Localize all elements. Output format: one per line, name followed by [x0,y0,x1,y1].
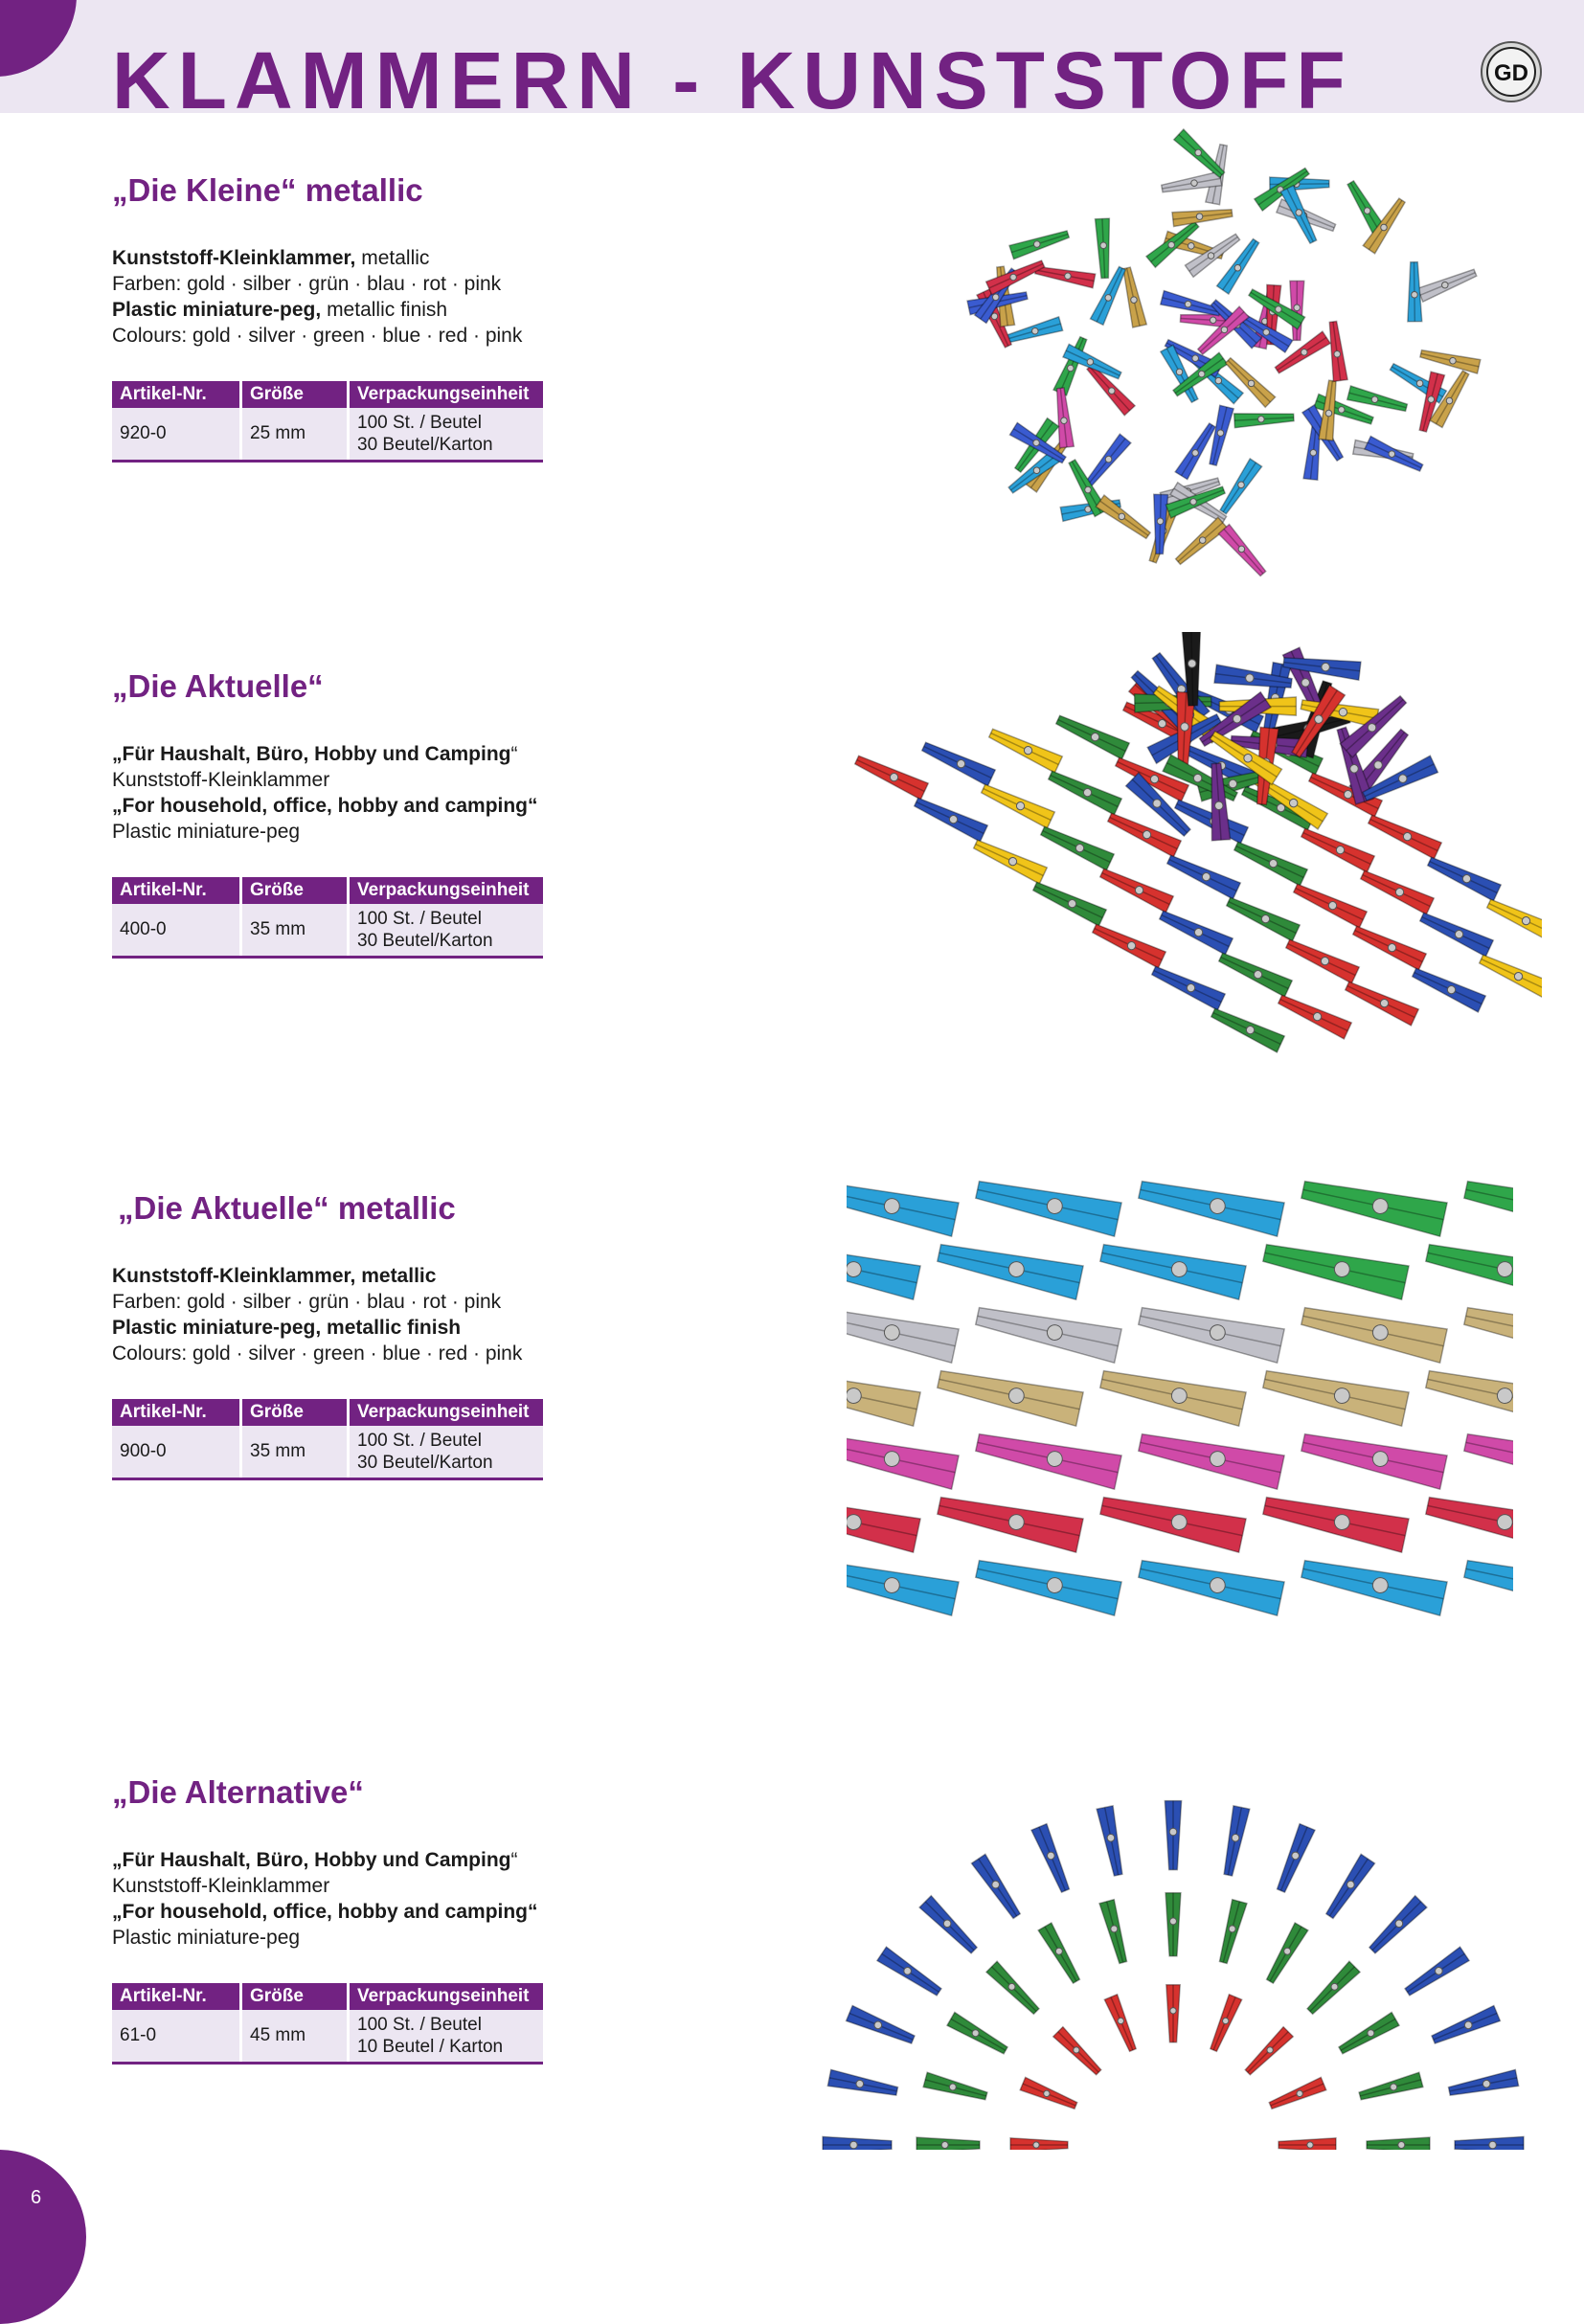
clothespin-shape [986,1961,1042,2017]
clothespin-shape [1430,2005,1500,2047]
header-size: Größe [241,381,349,408]
clothespin-shape [1096,218,1113,279]
clothespin-shape [1233,838,1308,886]
clothespin-shape [1172,206,1233,226]
clothespin-shape [1367,1896,1427,1956]
product-description: „Für Haushalt, Büro, Hobby und Camping“ Kunststoff-Kleinklammer „For household, office, hobby and camping“ Plastic miniature-peg [112,1847,648,1951]
clothespin-shape [1455,2136,1524,2150]
page-title: KLAMMERN - KUNSTSTOFF [112,40,1353,121]
clothespin-shape [1150,962,1226,1010]
clothespin-shape [1326,321,1348,381]
clothespin-shape [1344,978,1419,1026]
clothespin-shape [1292,880,1368,928]
clothespin-shape [986,258,1047,295]
clothespin-shape [1323,1854,1374,1920]
clothespin-shape [1097,1806,1126,1877]
clothespin-shape [1367,811,1442,859]
clothespin-shape [1216,1900,1247,1965]
header-size: Größe [241,1399,349,1426]
section-title: „Die Kleine“ metallic [112,172,648,209]
clothespin-shape [919,1896,980,1956]
clothespin-shape [1158,907,1233,955]
clothespin-shape [1091,265,1129,325]
clothespin-shape [1173,517,1228,567]
clothespin-shape [1104,1995,1139,2053]
size-value: 35 mm [241,1426,349,1479]
article-number: 920-0 [112,408,241,462]
product-section-920 [112,172,648,463]
clothespin-shape [1054,711,1130,759]
header-article: Artikel-Nr. [112,877,241,904]
clothespin-shape [1218,525,1268,578]
clothespin-shape [1220,1806,1250,1877]
clothespin-shape [1418,909,1494,957]
clothespin-shape [1053,388,1074,448]
spec-table [112,381,543,463]
clothespins-fan-arrangement-image [819,1767,1527,2150]
colored-clothespins-rows-image [833,632,1542,1072]
page-number: 6 [31,2187,41,2209]
clothespin-shape [1038,1923,1083,1985]
clothespin-shape [1098,865,1174,913]
packaging-unit: 100 St. / Beutel 30 Beutel/Karton [349,408,544,462]
header-packaging: Verpackungseinheit [349,1399,544,1426]
clothespin-shape [1217,459,1262,516]
clothespin-shape [853,752,929,800]
metallic-mini-clothespins-image [929,120,1513,589]
clothespin-shape [1403,1947,1469,1998]
clothespin-shape [1225,893,1301,941]
clothespin-shape [1091,920,1166,968]
clothespin-shape [1165,1801,1181,1870]
clothespin-shape [1426,853,1502,901]
gd-logo [1480,40,1543,103]
clothespin-shape [987,725,1063,773]
clothespin-shape [1448,2069,1519,2099]
size-value: 25 mm [241,408,349,462]
spec-table [112,1983,543,2065]
clothespin-shape [1358,2072,1423,2103]
header-size: Größe [241,877,349,904]
product-section-400 [112,668,648,959]
clothespin-shape [1047,767,1122,815]
svg-text:GD: GD [1494,60,1528,86]
clothespin-shape [1031,878,1107,926]
clothespin-shape [947,2012,1009,2057]
clothespin-shape [1039,823,1115,870]
clothespin-shape [1217,949,1293,997]
header-article: Artikel-Nr. [112,1399,241,1426]
metallic-clothespins-grid-image [847,1176,1513,1618]
article-number: 900-0 [112,1426,241,1479]
clothespin-shape [1411,964,1486,1012]
clothespin-shape [1417,266,1478,302]
clothespin-shape [1165,1893,1181,1956]
header-article: Artikel-Nr. [112,381,241,408]
clothespin-shape [1279,2138,1336,2150]
clothespin-shape [823,2136,892,2150]
clothespin-shape [913,794,988,842]
header-packaging: Verpackungseinheit [349,1983,544,2010]
packaging-unit: 100 St. / Beutel 30 Beutel/Karton [349,904,544,958]
clothespin-shape [1300,824,1375,872]
section-title: „Die Aktuelle“ metallic [118,1190,648,1227]
clothespin-shape [1207,1995,1241,2053]
product-description: Kunststoff-Kleinklammer, metallic Farben: gold · silber · grün · blau · rot · pink Plastic miniature-peg, metallic finish Colours: gold · silver · green · blue · red · pink [112,245,648,349]
product-description: Kunststoff-Kleinklammer, metallic Farben: gold · silber · grün · blau · rot · pink Plastic miniature-peg, metallic finish Colours: gold · silver · green · blue · red · pink [112,1263,648,1366]
clothespin-shape [1359,867,1435,914]
clothespin-shape [1053,2027,1104,2078]
product-description: „Für Haushalt, Büro, Hobby und Camping“ Kunststoff-Kleinklammer „For household, office, hobby and camping“ Plastic miniature-peg [112,741,648,845]
clothespin-shape [972,836,1048,884]
clothespin-shape [1351,922,1427,970]
clothespin-shape [1009,227,1071,259]
clothespin-shape [1020,2077,1078,2111]
clothespin-shape [827,2069,898,2099]
clothespin-shape [1082,434,1131,489]
clothespin-shape [923,2072,988,2103]
clothespin-shape [971,1854,1023,1920]
section-title: „Die Alternative“ [112,1774,648,1811]
clothespin-shape [1277,991,1352,1039]
clothespin-shape [916,2137,980,2150]
clothespin-shape [1274,1824,1316,1894]
clothespin-shape [920,738,996,786]
size-value: 45 mm [241,2010,349,2064]
spec-table [112,1399,543,1480]
packaging-unit: 100 St. / Beutel 10 Beutel / Karton [349,2010,544,2064]
article-number: 400-0 [112,904,241,958]
clothespin-shape [1166,1985,1180,2042]
product-section-900 [112,1190,648,1480]
header-packaging: Verpackungseinheit [349,381,544,408]
packaging-unit: 100 St. / Beutel 30 Beutel/Karton [349,1426,544,1479]
header-article: Artikel-Nr. [112,1983,241,2010]
clothespin-shape [877,1947,943,1998]
clothespin-shape [1284,936,1360,983]
clothespin-shape [1304,1961,1360,2017]
clothespin-shape [1367,2137,1430,2150]
header-size: Größe [241,1983,349,2010]
size-value: 35 mm [241,904,349,958]
corner-decoration-bottom [0,2150,86,2324]
clothespin-shape [1243,2027,1294,2078]
clothespin-shape [1234,410,1295,427]
clothespin-shape [1419,347,1481,373]
clothespin-shape [1268,2077,1326,2111]
clothespin-shape [1099,1900,1130,1965]
spec-table [112,877,543,959]
clothespin-shape [1263,1923,1308,1985]
clothespin-shape [1096,495,1152,541]
section-title: „Die Aktuelle“ [112,668,648,705]
article-number: 61-0 [112,2010,241,2064]
header-packaging: Verpackungseinheit [349,877,544,904]
clothespin-shape [980,780,1055,828]
clothespin-shape [1407,262,1422,322]
clothespin-shape [1165,851,1241,899]
product-section-61 [112,1774,648,2065]
clothespin-shape [1210,1004,1285,1052]
clothespin-shape [1337,2012,1399,2057]
clothespin-shape [1485,895,1542,943]
clothespin-shape [1478,951,1542,999]
clothespin-shape [847,2005,916,2047]
clothespin-shape [1031,1824,1074,1894]
clothespin-shape [1010,2138,1068,2150]
